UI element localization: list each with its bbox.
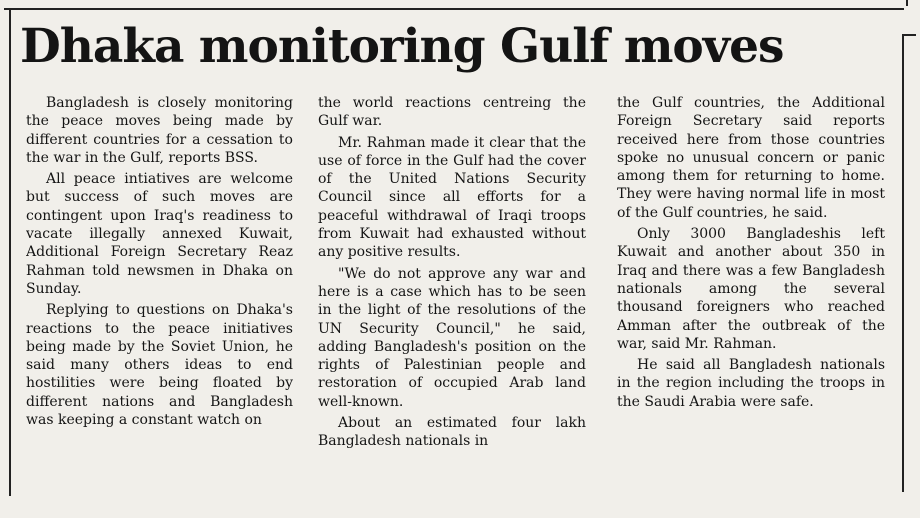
top-right-tick-mark (906, 0, 908, 6)
article-paragraph: the Gulf countries, the Additional Foreign Secretary said reports received here from those countries spoke no unusual concern or panic among them for returning to home. They were having normal life in most of the Gulf countries, he said. (617, 95, 885, 221)
article-paragraph: Replying to questions on Dhaka's reactions to the peace initiatives being made by the Soviet Union, he said many others ideas to end hostilities were being floated by different nations and Bangladesh was keeping a constant watch on (26, 302, 293, 429)
article-column-1 (26, 94, 293, 494)
article-paragraph: About an estimated four lakh Bangladesh nationals in (318, 415, 586, 450)
right-border-rule (902, 34, 904, 492)
right-corner-tick-mark (904, 34, 916, 36)
article-paragraph: Bangladesh is closely monitoring the peace moves being made by different countries for a cessation to the war in the Gulf, reports BSS. (26, 95, 293, 166)
article-paragraph: "We do not approve any war and here is a case which has to be seen in the light of the resolutions of the UN Security Council," he said, adding Bangladesh's position on the rights of Palestinian people and restoration of occupied Arab land well-known. (318, 265, 586, 410)
article-paragraph: Only 3000 Bangladeshis left Kuwait and another about 350 in Iraq and there was a few Bangladesh nationals among the several thousand foreigners who reached Amman after the outbreak of the war, said Mr. Rahman. (617, 226, 885, 352)
article-column-2 (318, 94, 586, 494)
article-paragraph: the world reactions centreing the Gulf war. (318, 95, 586, 130)
article-paragraph: Mr. Rahman made it clear that the use of force in the Gulf had the cover of the United Nations Security Council since all efforts for a peaceful withdrawal of Iraqi troops from Kuwait had exhausted without any positive results. (318, 134, 586, 261)
article-paragraph: All peace intiatives are welcome but success of such moves are contingent upon Iraq's readiness to vacate illegally annexed Kuwait, Additional Foreign Secretary Reaz Rahman told newsmen in Dhaka on Sunday. (26, 171, 293, 297)
article-paragraph: He said all Bangladesh nationals in the region including the troops in the Saudi Arabia were safe. (617, 357, 885, 410)
headline: Dhaka monitoring Gulf moves (20, 19, 784, 74)
left-border-rule (9, 10, 11, 496)
article-column-3 (617, 94, 885, 494)
